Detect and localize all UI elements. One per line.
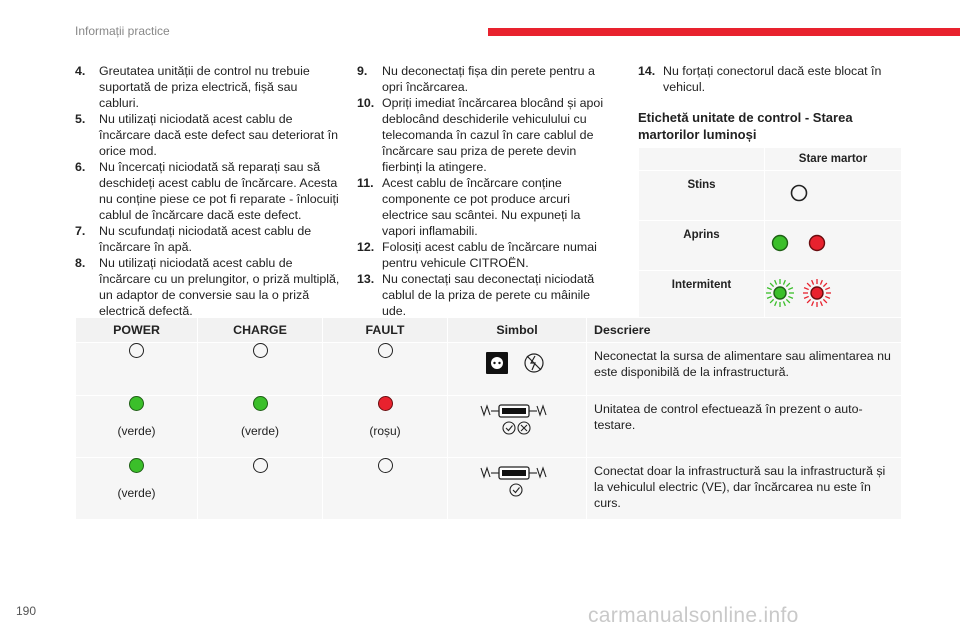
blink-ray [825, 288, 830, 290]
blink-ray [767, 296, 772, 298]
watermark: carmanualsonline.info [588, 604, 799, 627]
charging-cable-connected-icon [477, 464, 557, 500]
symbol-cell [448, 396, 587, 458]
fault-cell [323, 458, 448, 520]
blink-ray [770, 299, 774, 303]
item-text: Acest cablu de încărcare conține componente ce pot produce arcuri electrice sau scântei. Nu expuneți la vapori inflamabili. [382, 176, 581, 238]
item-number: 7. [75, 224, 86, 238]
color-label: (verde) [117, 486, 156, 500]
section-title: Informații practice [75, 24, 170, 38]
instructions-column-2 [357, 63, 617, 319]
table-row [76, 396, 902, 458]
status-cell-off [765, 171, 902, 221]
symbol-cell [448, 343, 587, 396]
power-cell [76, 343, 198, 396]
list-item [638, 63, 902, 95]
item-text: Nu conectați sau deconectați niciodată cablul de la priza de perete cu mâinile ude. [382, 272, 595, 318]
blink-ray [804, 296, 809, 298]
item-number: 5. [75, 112, 86, 126]
led-red-icon [378, 396, 393, 411]
item-number: 4. [75, 64, 86, 78]
led-blinking-icon [765, 271, 901, 317]
blink-ray [788, 296, 793, 298]
instructions-column-3 [638, 63, 902, 143]
column-header-symbol: Simbol [448, 318, 587, 343]
led-off-icon [378, 343, 393, 358]
fault-cell [323, 396, 448, 458]
power-cell [76, 396, 198, 458]
description-cell: Unitatea de control efectuează în prezent o auto-testare. [587, 396, 902, 458]
blink-ray [767, 288, 772, 290]
led-off-icon [253, 458, 268, 473]
charge-cell [198, 396, 323, 458]
blink-ray [775, 301, 777, 306]
instructions-column-1 [75, 63, 340, 319]
blink-ray [807, 283, 811, 287]
led-off-icon [765, 171, 901, 217]
column-header-power: POWER [76, 318, 198, 343]
led-on-icon [765, 221, 901, 267]
charge-cell [198, 343, 323, 396]
column-header-description: Descriere [587, 318, 902, 343]
blink-ray [786, 299, 790, 303]
item-text: Folosiți acest cablu de încărcare numai pentru vehicule CITROËN. [382, 240, 597, 270]
item-text: Nu încercați niciodată să reparați sau să deschideți acest cablu de încărcare. Acesta nu conține piese ce pot fi reparate - înlocuiți cablul de încărcare dacă este defect. [99, 160, 339, 222]
blink-ray [820, 280, 822, 285]
symbol-cell [448, 458, 587, 520]
color-label: (verde) [117, 424, 156, 438]
list-item [357, 63, 617, 95]
table-row [76, 458, 902, 520]
item-text: Opriți imediat încărcarea blocând și apoi deblocând deschiderile vehiculului cu telecomanda în cazul în care cablul de încărcare sau priza de perete devin fierbinți la atingere. [382, 96, 604, 174]
led-green-icon [129, 458, 144, 473]
item-text: Nu utilizați niciodată acest cablu de încărcare dacă este defect sau deteriorat în orice mod. [99, 112, 339, 158]
item-number: 8. [75, 256, 86, 270]
list-item [75, 159, 340, 223]
led-green-icon [253, 396, 268, 411]
blink-ray [820, 301, 822, 306]
description-cell: Neconectat la sursa de alimentare sau alimentarea nu este disponibilă de la infrastructură. [587, 343, 902, 396]
blink-ray [812, 301, 814, 306]
charging-cable-self-test-icon [477, 402, 557, 438]
blink-ray [823, 299, 827, 303]
item-number: 9. [357, 64, 368, 78]
blink-ray [786, 283, 790, 287]
status-label: Aprins [639, 221, 765, 271]
column-header-charge: CHARGE [198, 318, 323, 343]
table-row [76, 343, 902, 396]
led-off-icon [253, 343, 268, 358]
blink-ray [804, 288, 809, 290]
item-text: Nu forțați conectorul dacă este blocat în vehicul. [663, 64, 882, 94]
item-number: 12. [357, 240, 375, 254]
blink-ray [775, 280, 777, 285]
column-header-fault: FAULT [323, 318, 448, 343]
table-header-cell: Stare martor [765, 148, 902, 171]
blink-ray [770, 283, 774, 287]
blink-ray [825, 296, 830, 298]
blink-ray [812, 280, 814, 285]
led-off-icon [129, 343, 144, 358]
led-off-icon [378, 458, 393, 473]
item-number: 6. [75, 160, 86, 174]
blink-ray [807, 299, 811, 303]
table-header-cell [639, 148, 765, 171]
item-number: 13. [357, 272, 375, 286]
item-text: Nu deconectați fișa din perete pentru a opri încărcarea. [382, 64, 595, 94]
item-text: Nu scufundați niciodată acest cablu de încărcare în apă. [99, 224, 312, 254]
list-item [357, 95, 617, 175]
color-label: (verde) [240, 424, 279, 438]
blink-ray [783, 280, 785, 285]
description-cell: Conectat doar la infrastructură sau la infrastructură și la vehiculul electric (VE), dar încărcarea nu este în curs. [587, 458, 902, 520]
power-outlet-icon [482, 351, 552, 377]
list-item [75, 223, 340, 255]
list-item [75, 255, 340, 319]
status-cell-blinking [765, 271, 902, 321]
section-heading: Etichetă unitate de control - Starea martorilor luminoși [638, 110, 853, 142]
status-label: Intermitent [639, 271, 765, 321]
led-green-icon [129, 396, 144, 411]
item-text: Greutatea unității de control nu trebuie suportată de priza electrică, fișă sau cabluri. [99, 64, 310, 110]
list-item [357, 175, 617, 239]
indicator-table [75, 317, 902, 520]
page-number: 190 [16, 604, 37, 618]
item-number: 11. [357, 176, 374, 190]
item-number: 10. [357, 96, 375, 110]
list-item [75, 111, 340, 159]
charge-cell [198, 458, 323, 520]
list-item [357, 239, 617, 271]
item-number: 14. [638, 64, 656, 78]
blink-ray [783, 301, 785, 306]
power-cell [76, 458, 198, 520]
accent-bar [488, 28, 960, 36]
color-label: (roșu) [369, 424, 401, 438]
blink-ray [788, 288, 793, 290]
blink-ray [823, 283, 827, 287]
list-item [75, 63, 340, 111]
list-item [357, 271, 617, 319]
status-cell-on [765, 221, 902, 271]
fault-cell [323, 343, 448, 396]
status-label: Stins [639, 171, 765, 221]
led-status-table [638, 147, 902, 321]
item-text: Nu utilizați niciodată acest cablu de încărcare cu un prelungitor, o priză multiplă, un adaptor de conversie sau la o priză electrică defectă. [99, 256, 340, 318]
